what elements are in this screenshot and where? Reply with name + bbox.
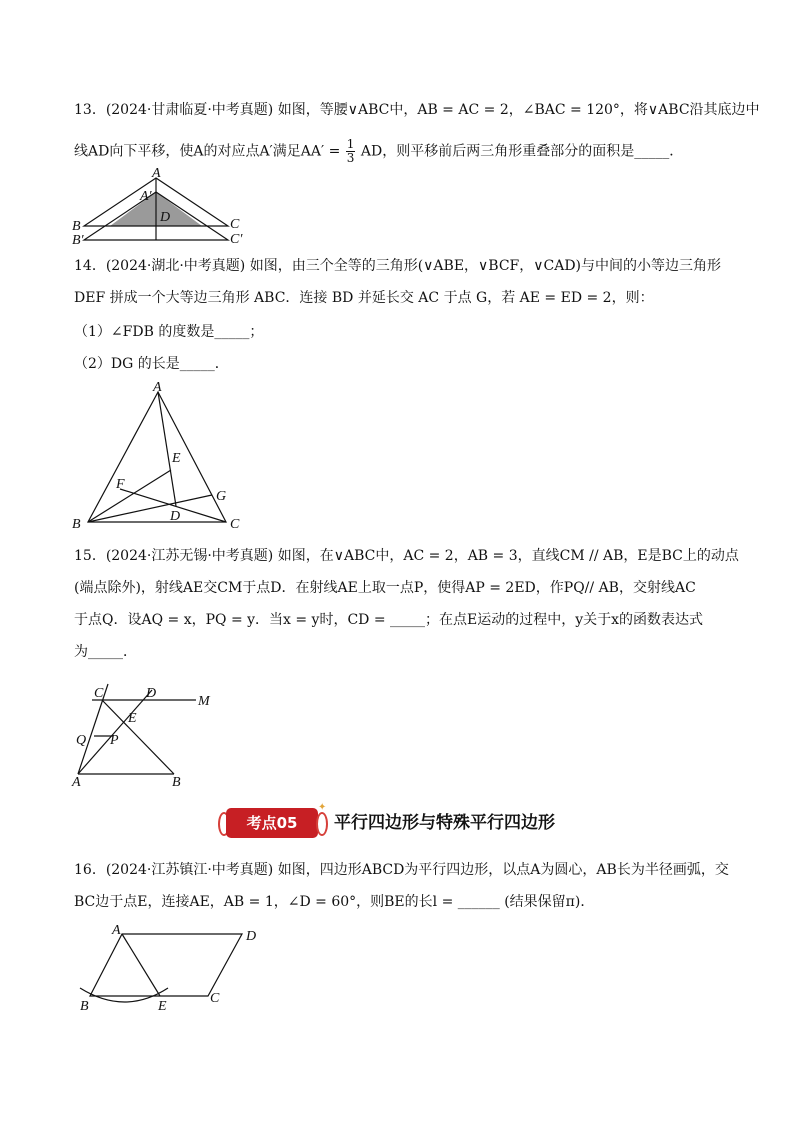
q13-figure [70,168,260,250]
q14-line1: 14．(2024·湖北·中考真题) 如图，由三个全等的三角形(∨ABE，∨BCF，∨CAD)与中间的小等边三角形 [74,258,722,274]
q15-label-b: B [172,775,181,790]
badge-ring-right [316,812,328,836]
q14-label-a: A [153,380,162,395]
q14-triangle-abc [88,392,226,522]
q16-segment-ae [122,934,160,996]
q13-frac-num: 1 [346,137,355,151]
section-badge: 考点05 [226,808,318,838]
q13-label-a: A [152,166,161,181]
q16-figure [70,924,270,1016]
q14-label-d: D [170,509,181,524]
q13-label-a1: A′ [140,189,152,204]
q13-label-c: C [230,217,240,232]
q13-label-d: D [160,210,171,225]
q15-line4: 为_____． [74,644,137,660]
q13-fraction [346,138,356,165]
q15-label-p: P [110,733,119,748]
q15-label-d: D [146,686,157,701]
q14-segment-be [88,470,171,522]
q14-label-f: F [116,477,125,492]
q14-figure [70,380,260,532]
q16-parallelogram-abcd [90,934,242,996]
section-title: 平行四边形与特殊平行四边形 [334,813,555,833]
q14-label-c: C [230,517,240,532]
q13-label-b1: B′ [72,233,84,248]
q16-label-b: B [80,999,89,1014]
q14-line3: （1）∠FDB 的度数是_____； [74,324,264,340]
q14-segment-bg [88,495,212,522]
q15-figure [70,680,230,792]
q14-line2: DEF 拼成一个大等边三角形 ABC．连接 BD 并延长交 AC 于点 G，若 AE = ED = 2，则： [74,290,654,306]
q14-label-g: G [216,489,227,504]
q15-label-c: C [94,686,104,701]
q13-line1: 13．(2024·甘肃临夏·中考真题) 如图，等腰∨ABC中，AB = AC = 2，∠BAC = 120°，将∨ABC沿其底边中 [74,102,760,118]
q15-line1: 15．(2024·江苏无锡·中考真题) 如图，在∨ABC中，AC = 2，AB = 3，直线CM // AB，E是BC上的动点 [74,548,739,564]
q15-label-m: M [198,694,210,709]
q16-label-a: A [112,923,121,938]
q15-ray-ad [78,690,152,774]
q15-label-e: E [128,711,137,726]
q16-line1: 16．(2024·江苏镇江·中考真题) 如图，四边形ABCD为平行四边形，以点A为圆心，AB长为半径画弧，交 [74,862,729,878]
q14-label-b: B [72,517,81,532]
q13-label-c1: C′ [230,232,243,247]
section-banner [218,802,598,842]
q13-line2-start: 线AD向下平移，使A的对应点A′满足AA′ = [74,143,341,160]
q13-label-b: B [72,219,81,234]
q16-label-e: E [158,999,167,1014]
q13-line2-end: AD，则平移前后两三角形重叠部分的面积是_____． [360,143,684,160]
q13-line2 [74,138,683,165]
q15-line2: (端点除外)，射线AE交CM于点D．在射线AE上取一点P，使得AP = 2ED，作PQ// AB，交射线AC [74,580,696,596]
q14-label-e: E [172,451,181,466]
q16-label-c: C [210,991,220,1006]
q13-frac-den: 3 [346,151,355,165]
q15-line3: 于点Q．设AQ = x，PQ = y．当x = y时，CD = _____；在点E运动的过程中，y关于x的函数表达式 [74,612,704,628]
sparkle-icon: ✦ [318,802,327,813]
q16-label-d: D [246,929,257,944]
q15-label-a: A [72,775,81,790]
q15-ray-ac [78,684,108,774]
q15-label-q: Q [76,733,87,748]
q14-line4: （2）DG 的长是_____． [74,356,229,372]
q16-line2: BC边于点E，连接AE，AB = 1，∠D = 60°，则BE的长l = ______ (结果保留π)． [74,894,595,910]
